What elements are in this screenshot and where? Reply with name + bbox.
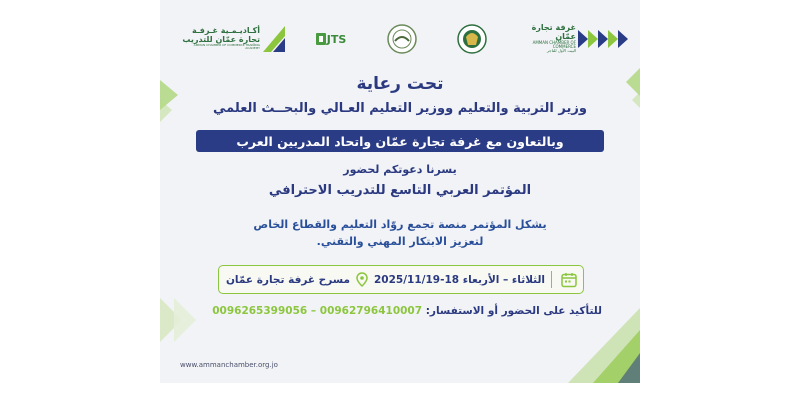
invite-line: يسرنا دعوتكم لحضور [343, 163, 457, 176]
crest-logo-1 [456, 22, 488, 56]
event-venue: مسرح غرفة تجارة عمّان [225, 273, 350, 286]
info-separator [551, 271, 552, 288]
description-line-2: لتعزيز الابتكار المهني والتقني. [316, 235, 484, 249]
conference-title: المؤتمر العربي التاسع للتدريب الاحترافي [268, 183, 532, 198]
decor-bottom-right-shapes [538, 308, 640, 383]
amman-chamber-tagline: البيت الأول للتاجر [546, 48, 576, 54]
event-date: الثلاثاء – الأربعاء 18-2025/11/19 [373, 273, 545, 286]
amman-chamber-subtitle: AMMAN CHAMBER OF COMMERCE [532, 40, 576, 50]
logos-row [160, 22, 640, 62]
jts-logo [308, 22, 354, 56]
crest-logo-2 [386, 22, 420, 56]
invitation-card [160, 0, 640, 383]
website-url: www.ammanchamber.org.jo [180, 361, 278, 369]
contact-phones: 0096265399056 – 00962796410007 [212, 305, 423, 317]
jts-title: JTS [326, 32, 347, 46]
contact-label: للتأكيد على الحضور أو الاستفسار: [425, 305, 602, 317]
event-info-box [218, 265, 584, 294]
academy-emblem-icon [263, 26, 285, 52]
description-line-1: يشكل المؤتمر منصة تجمع روّاد التعليم والقطاع الخاص [253, 218, 547, 231]
decor-top-left-shapes [160, 60, 190, 140]
crest-1-icon [456, 23, 488, 55]
cooperation-banner [196, 130, 604, 152]
amman-chamber-title: غرفة تجارة عمّان [531, 23, 576, 41]
decor-left-arrows [160, 290, 220, 350]
academy-title: أكـاديـمـية غـرفـة [192, 26, 260, 36]
amman-chamber-logo [512, 22, 628, 56]
academy-logo [182, 22, 286, 56]
description-block [160, 216, 640, 250]
crest-2-icon [386, 23, 418, 55]
cooperation-text: وبالتعاون مع غرفة تجارة عمّان واتحاد المدربين العرب [236, 133, 564, 149]
location-pin-icon [356, 272, 368, 287]
amman-chamber-emblem-icon [578, 28, 628, 50]
ministers-line: وزير التربية والتعليم ووزير التعليم العـالي والبحــث العلمي [213, 101, 587, 116]
academy-title-2: تجارة عمّان للتدريب [182, 34, 260, 44]
academy-subtitle: AMMAN CHAMBER OF COMMERCE TRAINING ACADEMY [193, 43, 260, 51]
patronage-title: تحت رعاية [356, 74, 444, 94]
contact-line [198, 305, 602, 317]
jts-mark-icon [316, 33, 326, 45]
calendar-icon [561, 272, 577, 288]
